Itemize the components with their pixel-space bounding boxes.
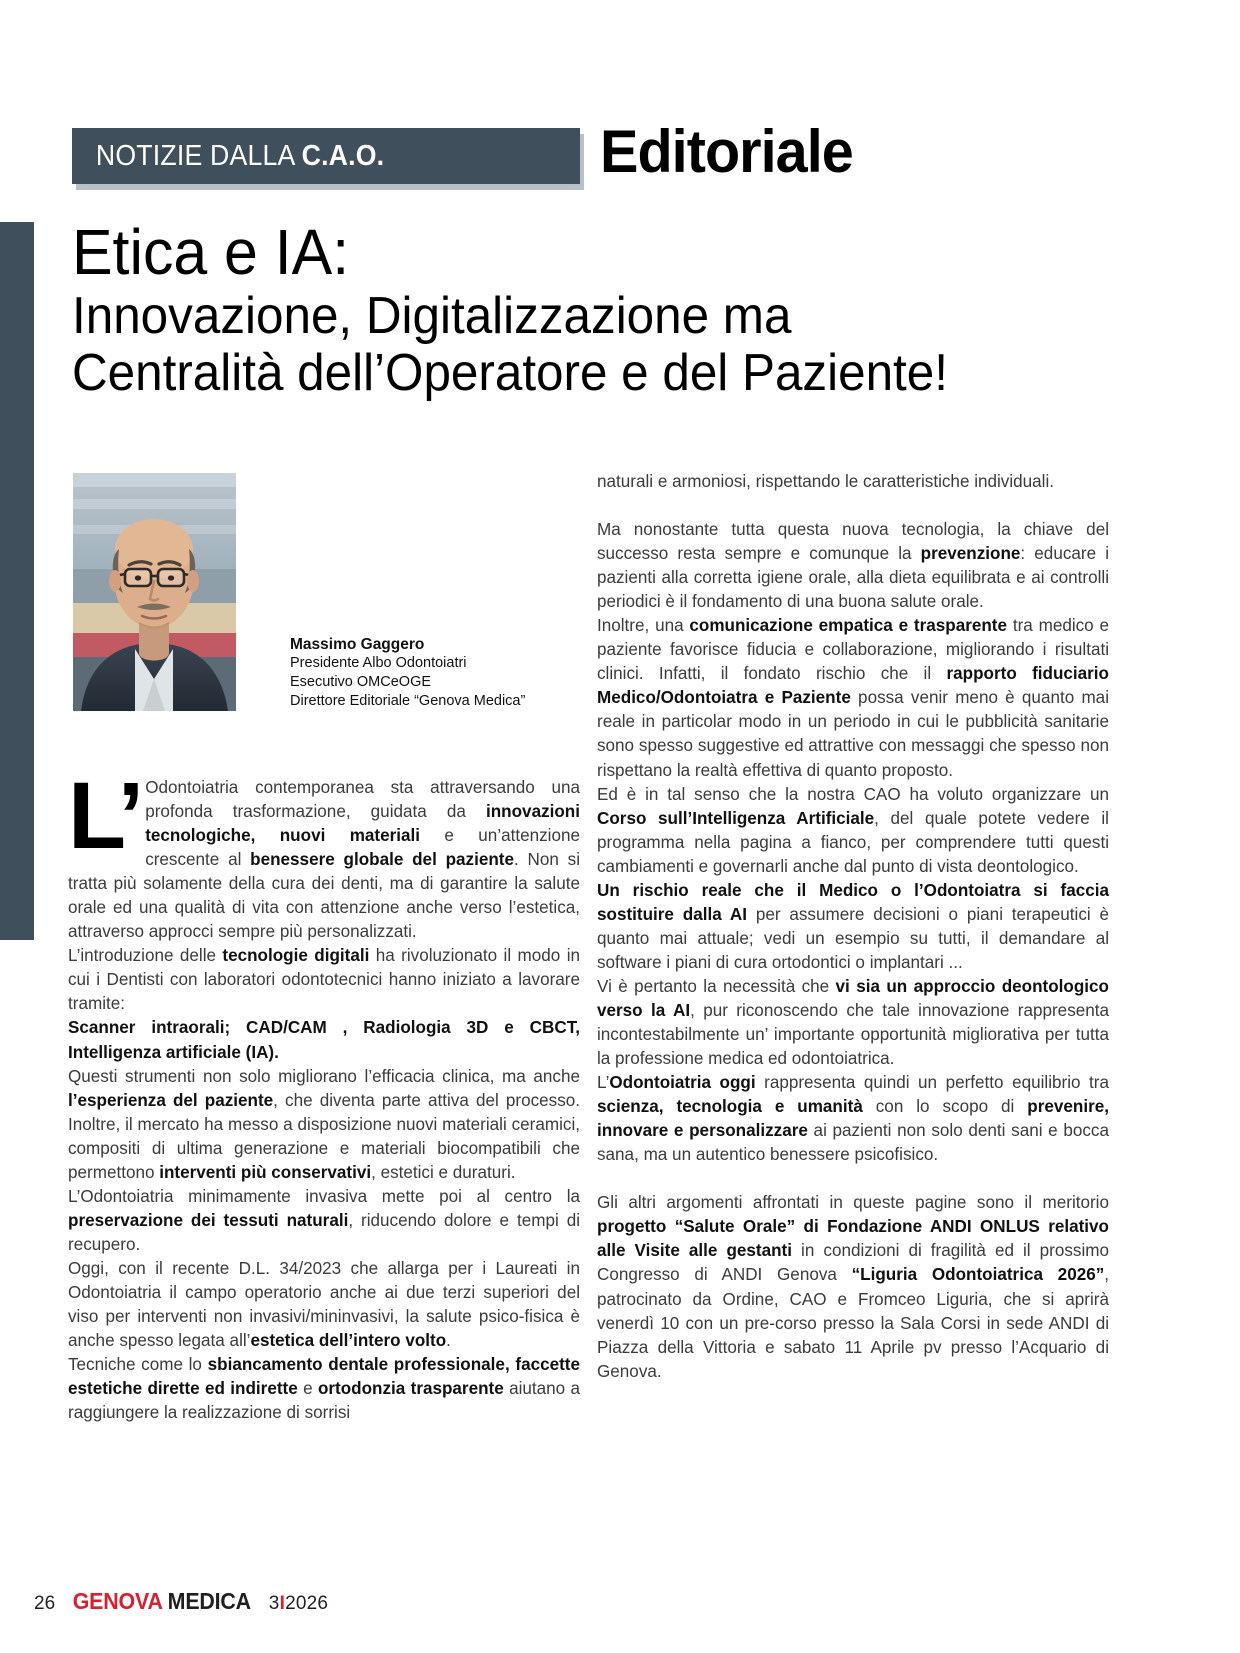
paragraph xyxy=(597,1191,1109,1383)
author-photo-image xyxy=(73,473,236,711)
text-run: aiutano a raggiungere la realizzazione di sorrisi xyxy=(68,1379,580,1423)
text-run: Vi è pertanto la necessità che xyxy=(597,976,836,996)
paragraph xyxy=(68,763,581,944)
text-run: Tecniche come lo xyxy=(68,1355,208,1375)
text-run-bold: innovazioni tecnologiche, nuovi materiali xyxy=(145,802,580,846)
text-run-bold: Un rischio reale che il Medico o l’Odontoiatra si faccia sostituire dalla AI xyxy=(597,880,1109,924)
text-run: e xyxy=(297,1379,318,1399)
text-run: ha rivoluzionato il modo in cui i Dentisti con laboratori odontotecnici hanno iniziato a lavorare tramite: xyxy=(68,946,581,1014)
text-run: , riducendo dolore e tempi di recupero. xyxy=(68,1210,580,1254)
text-run-bold: rapporto fiduciario Medico/Odontoiatra e Paziente xyxy=(597,664,1109,708)
text-run: L’Odontoiatria minimamente invasiva mette poi al centro la xyxy=(68,1186,580,1206)
text-run: , estetici e duraturi. xyxy=(371,1162,516,1182)
text-run: per assumere decisioni o piani terapeutici è quanto mai attuale; vedi un esempio su tutti, il demandare al software i piani di cura ortodontici o implantari ... xyxy=(597,904,1109,972)
article-headline xyxy=(72,216,1132,402)
text-run: Ed è in tal senso che la nostra CAO ha voluto organizzare un xyxy=(597,784,1109,804)
text-run-bold: estetica dell’intero volto xyxy=(250,1331,447,1351)
author-photo xyxy=(73,473,236,711)
drop-cap: L’ xyxy=(68,763,142,869)
text-run: , che diventa parte attiva del processo. Inoltre, il mercato ha messo a disposizione nuovi materiali ceramici, compositi di ultima generazione e materiali biocompatibili che permettono xyxy=(68,1090,580,1182)
masthead-genova: GENOVA xyxy=(72,1588,163,1614)
issue-label xyxy=(269,1593,328,1615)
page-footer xyxy=(34,1588,328,1615)
text-run-bold: scienza, tecnologia e umanità xyxy=(597,1097,863,1117)
paragraph xyxy=(597,614,1109,782)
issue-separator: I xyxy=(279,1593,286,1614)
text-run: , patrocinato da Ordine, CAO e Fromceo Liguria, che si aprirà venerdì 10 con un pre-corso presso la Sala Corsi in sede ANDI di Piazza della Vittoria e sabato 11 Aprile pv presso l’Acquario di Genova. xyxy=(597,1265,1110,1381)
author-role-2: Esecutivo OMCeOGE xyxy=(290,674,432,690)
kicker-badge xyxy=(72,128,580,184)
author-name: Massimo Gaggero xyxy=(290,636,425,653)
text-run-bold: Scanner intraorali; CAD/CAM , Radiologia 3D e CBCT, Intelligenza artificiale (IA). xyxy=(68,1018,580,1062)
text-run-bold: sbiancamento dentale professionale, faccette estetiche dirette ed indirette xyxy=(68,1355,580,1399)
kicker-prefix: NOTIZIE DALLA xyxy=(95,139,302,172)
text-run: : educare i pazienti alla corretta igiene orale, alla dieta equilibrata e ai controlli periodici è il fondamento di una buona salute orale. xyxy=(597,544,1109,612)
paragraph xyxy=(597,1071,1109,1167)
paragraph xyxy=(597,783,1109,879)
page-number: 26 xyxy=(34,1593,56,1614)
author-role-1: Presidente Albo Odontoiatri xyxy=(290,655,467,671)
paragraph xyxy=(597,975,1109,1071)
text-run-bold: ortodonzia trasparente xyxy=(317,1379,504,1399)
text-run: tra medico e paziente favorisce fiducia e collaborazione, migliorando i risultati clinici. Infatti, il fondato rischio che il xyxy=(597,616,1109,684)
headline-line-1: Etica e IA: xyxy=(72,216,350,288)
text-run: in condizioni di fragilità ed il prossimo Congresso di ANDI Genova xyxy=(597,1241,1109,1285)
text-run-bold: l’esperienza del paziente xyxy=(68,1090,274,1110)
text-run-bold: preservazione dei tessuti naturali xyxy=(68,1210,349,1230)
text-run: Oggi, con il recente D.L. 34/2023 che allarga per i Laureati in Odontoiatria il campo operatorio anche ai due terzi superiori del viso per interventi non invasivi/mininvasivi, la salute psico-fisica è anche spesso legata all’ xyxy=(68,1258,580,1351)
text-run: e un’attenzione crescente al xyxy=(145,826,580,870)
headline-line-2: Innovazione, Digitalizzazione ma xyxy=(72,287,792,345)
text-run: L’ xyxy=(597,1073,610,1093)
paragraph xyxy=(68,1257,580,1353)
headline-line-3: Centralità dell’Operatore e del Paziente! xyxy=(72,344,948,402)
byline xyxy=(290,635,590,711)
kicker-strong: C.A.O. xyxy=(301,139,385,172)
text-run-bold: “Liguria Odontoiatrica 2026” xyxy=(851,1265,1105,1285)
text-run-bold: tecnologie digitali xyxy=(222,946,370,966)
text-run: Ma nonostante tutta questa nuova tecnologia, la chiave del successo resta sempre e comunque la xyxy=(597,520,1109,564)
text-run: possa venir meno è quanto mai reale in particolar modo in un periodo in cui le pubblicità sanitarie sono spesso suggestive ed attrattive con messaggi che spesso non rispettano la realtà effettiva di quanto proposto. xyxy=(597,688,1109,780)
text-run-bold: comunicazione empatica e trasparente xyxy=(689,616,1008,636)
paragraph xyxy=(68,1065,580,1185)
issue-number: 3 xyxy=(268,1593,280,1614)
text-run: ai pazienti non solo denti sani e bocca sana, ma un autentico benessere psicofisico. xyxy=(597,1121,1109,1165)
issue-year: 2026 xyxy=(285,1593,329,1614)
paragraph xyxy=(68,1016,580,1064)
paragraph xyxy=(68,1185,580,1257)
body-column-right xyxy=(597,470,1109,1384)
text-run-bold: vi sia un approccio deontologico verso la AI xyxy=(597,976,1109,1020)
text-run-bold: interventi più conservativi xyxy=(159,1162,372,1182)
text-run-bold: Odontoiatria oggi xyxy=(609,1073,756,1093)
masthead-medica: MEDICA xyxy=(167,1588,252,1614)
text-run-bold: progetto “Salute Orale” di Fondazione ANDI ONLUS relativo alle Visite alle gestanti xyxy=(597,1217,1109,1261)
text-run: Gli altri argomenti affrontati in queste pagine sono il meritorio xyxy=(597,1193,1109,1213)
section-title: Editoriale xyxy=(600,118,853,185)
text-run: Questi strumenti non solo migliorano l’efficacia clinica, ma anche xyxy=(68,1066,580,1086)
masthead xyxy=(73,1588,251,1615)
text-run: . Non si tratta più solamente della cura dei denti, ma di garantire la salute orale ed una qualità di vita con attenzione anche verso l’estetica, attraverso approcci sempre più personalizzati. xyxy=(68,850,581,942)
text-run-bold: prevenire, innovare e personalizzare xyxy=(597,1097,1109,1141)
text-run-bold: benessere globale del paziente xyxy=(250,850,514,870)
text-run-bold: prevenzione xyxy=(920,544,1021,564)
body-column-left xyxy=(68,763,581,1425)
author-role-3: Direttore Editoriale “Genova Medica” xyxy=(290,693,526,709)
text-run: Inoltre, una xyxy=(597,616,690,636)
kicker-label xyxy=(72,140,384,173)
paragraph xyxy=(597,518,1109,614)
paragraph xyxy=(597,879,1109,975)
left-vertical-rule xyxy=(0,222,34,940)
text-run: L’introduzione delle xyxy=(68,946,223,966)
paragraph xyxy=(68,1353,580,1425)
text-run: Odontoiatria contemporanea sta attraversando una profonda trasformazione, guidata da xyxy=(145,778,580,822)
paragraph xyxy=(68,944,580,1016)
text-run-bold: Corso sull’Intelligenza Artificiale xyxy=(597,808,875,828)
text-run: con lo scopo di xyxy=(862,1097,1028,1117)
text-run: rappresenta quindi un perfetto equilibrio tra xyxy=(755,1073,1109,1093)
paragraph: naturali e armoniosi, rispettando le caratteristiche individuali. xyxy=(597,472,1055,491)
text-run: . xyxy=(446,1331,451,1351)
page-header xyxy=(0,62,1240,185)
text-run: , pur riconoscendo che tale innovazione rappresenta incontestabilmente un’ importante opportunità migliorativa per tutta la professione medica ed odontoiatrica. xyxy=(597,1000,1110,1069)
text-run: , del quale potete vedere il programma nella pagina a fianco, per comprendere tutti questi cambiamenti e governarli anche dal punto di vista deontologico. xyxy=(597,808,1109,876)
